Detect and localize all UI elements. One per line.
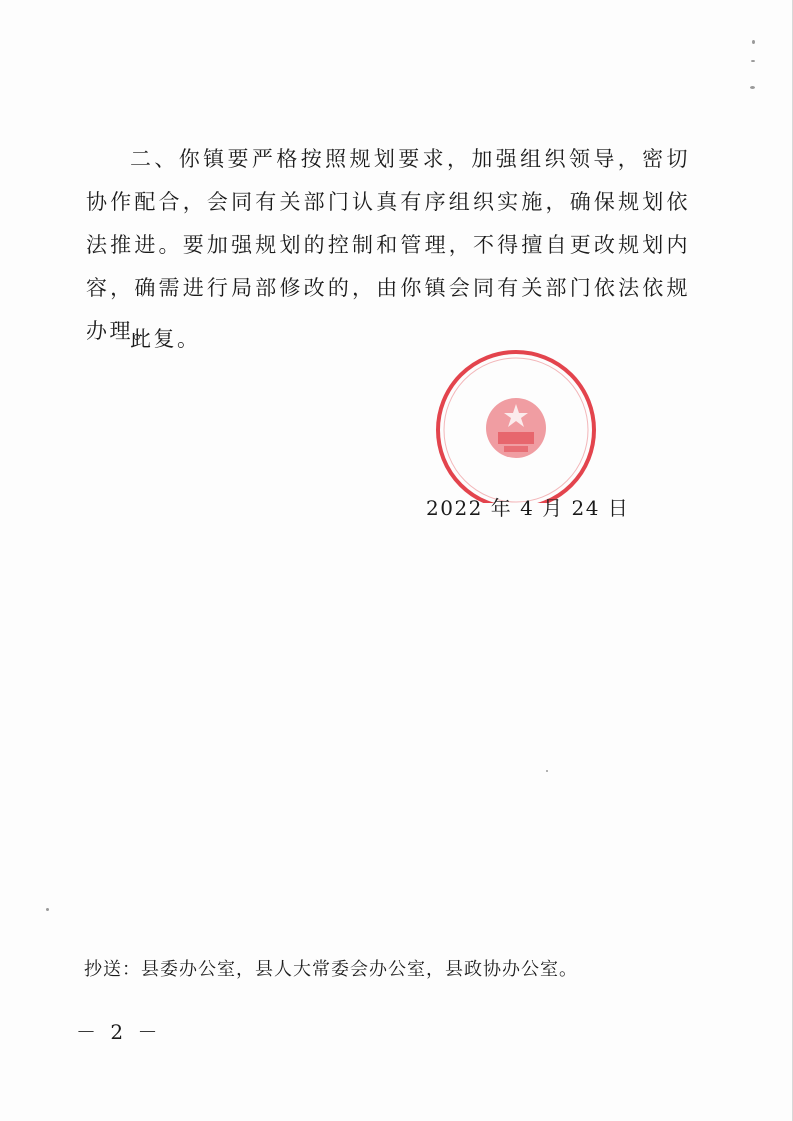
- scan-speck: [752, 40, 755, 44]
- scan-speck: [46, 908, 49, 911]
- body-paragraph-1: 二、你镇要严格按照规划要求，加强组织领导，密切协作配合，会同有关部门认真有序组织实施，确保规划依法推进。要加强规划的控制和管理，不得擅自更改规划内容，确需进行局部修改的，由你镇会同有关部门依法依规办理。: [86, 147, 690, 343]
- national-emblem-icon: [486, 398, 546, 458]
- scan-speck: [750, 86, 755, 89]
- scan-speck: [546, 770, 548, 772]
- issue-date: 2022 年 4 月 24 日: [426, 496, 630, 520]
- scan-speck: [751, 60, 755, 62]
- body-paragraph-2: 此复。: [130, 327, 201, 351]
- official-seal: [420, 348, 608, 503]
- cc-line: 抄送：县委办公室，县人大常委会办公室，县政协办公室。: [84, 959, 578, 980]
- page-number: － 2 －: [76, 1020, 162, 1044]
